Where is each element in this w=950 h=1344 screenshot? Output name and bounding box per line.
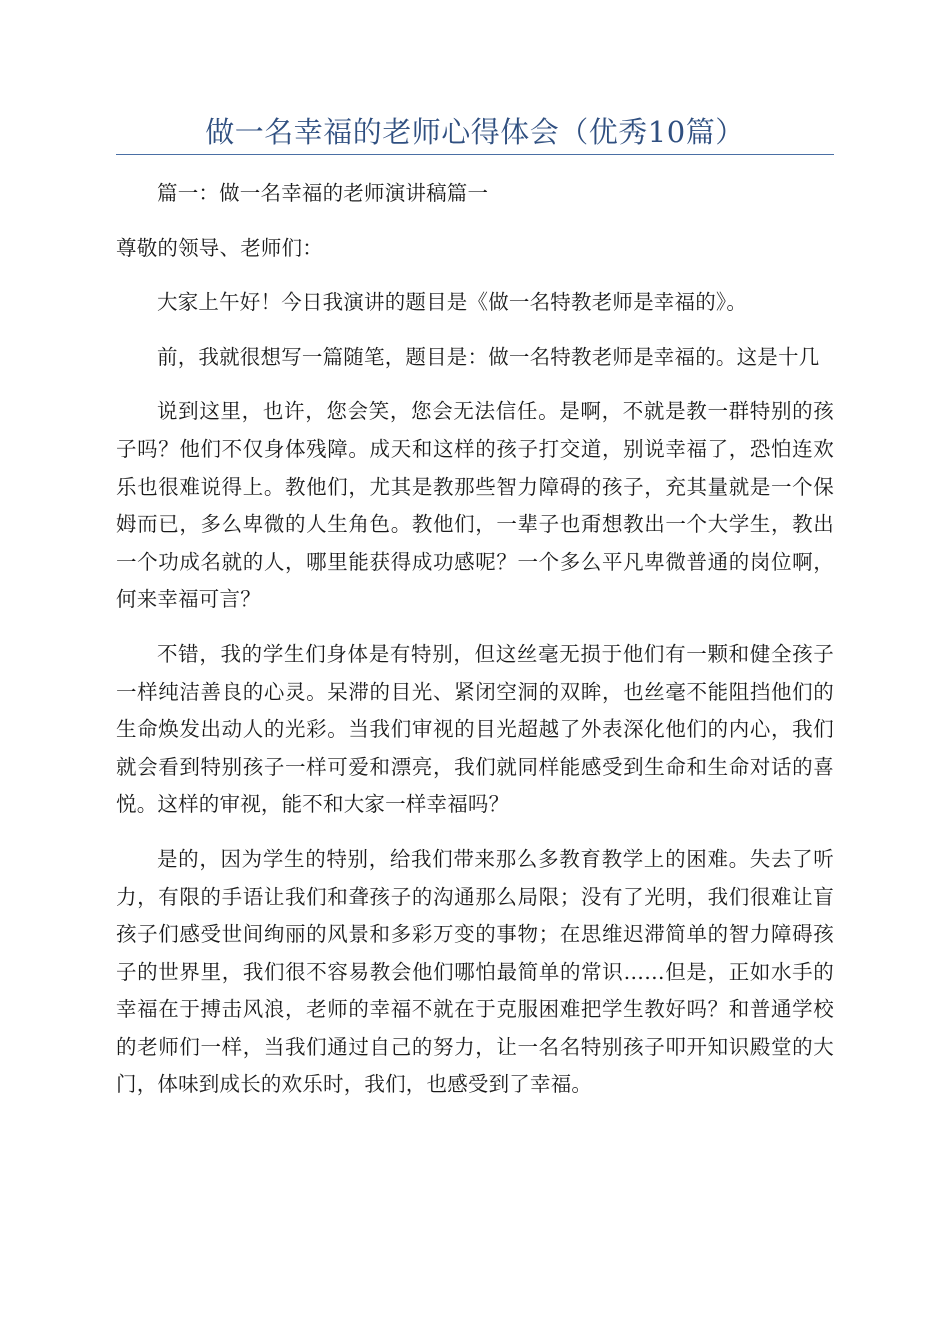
salutation: 尊敬的领导、老师们： xyxy=(116,235,323,260)
document-body xyxy=(116,175,834,1121)
paragraph: 大家上午好！今日我演讲的题目是《做一名特教老师是幸福的》。 xyxy=(157,290,748,315)
section-heading: 篇一：做一名幸福的老师演讲稿篇一 xyxy=(157,181,489,205)
paragraph: 不错，我的学生们身体是有特别，但这丝毫无损于他们有一颗和健全孩子一样纯洁善良的心灵。呆滞的目光、紧闭空洞的双眸，也丝毫不能阻挡他们的生命焕发出动人的光彩。当我们审视的目光超越了外表深化他们的内心，我们就会看到特别孩子一样可爱和漂亮，我们就同样能感受到生命和生命对话的喜悦。这样的审视，能不和大家一样幸福吗？ xyxy=(116,641,834,817)
title-underline xyxy=(116,154,834,155)
document-title: 做一名幸福的老师心得体会（优秀10篇） xyxy=(205,115,745,149)
paragraph: 前，我就很想写一篇随笔，题目是：做一名特教老师是幸福的。这是十几 xyxy=(157,344,820,369)
paragraph: 说到这里，也许，您会笑，您会无法信任。是啊，不就是教一群特别的孩子吗？他们不仅身体残障。成天和这样的孩子打交道，别说幸福了，恐怕连欢乐也很难说得上。教他们，尤其是教那些智力障碍的孩子，充其量就是一个保姆而已，多么卑微的人生角色。教他们，一辈子也甭想教出一个大学生，教出一个功成名就的人，哪里能获得成功感呢？一个多么平凡卑微普通的岗位啊，何来幸福可言？ xyxy=(116,399,834,612)
paragraph: 是的，因为学生的特别，给我们带来那么多教育教学上的困难。失去了听力，有限的手语让我们和聋孩子的沟通那么局限；没有了光明，我们很难让盲孩子们感受世间绚丽的风景和多彩万变的事物；在思维迟滞简单的智力障碍孩子的世界里，我们很不容易教会他们哪怕最简单的常识……但是，正如水手的幸福在于搏击风浪，老师的幸福不就在于克服困难把学生教好吗？和普通学校的老师们一样，当我们通过自己的努力，让一名名特别孩子叩开知识殿堂的大门，体味到成长的欢乐时，我们，也感受到了幸福。 xyxy=(116,846,834,1097)
